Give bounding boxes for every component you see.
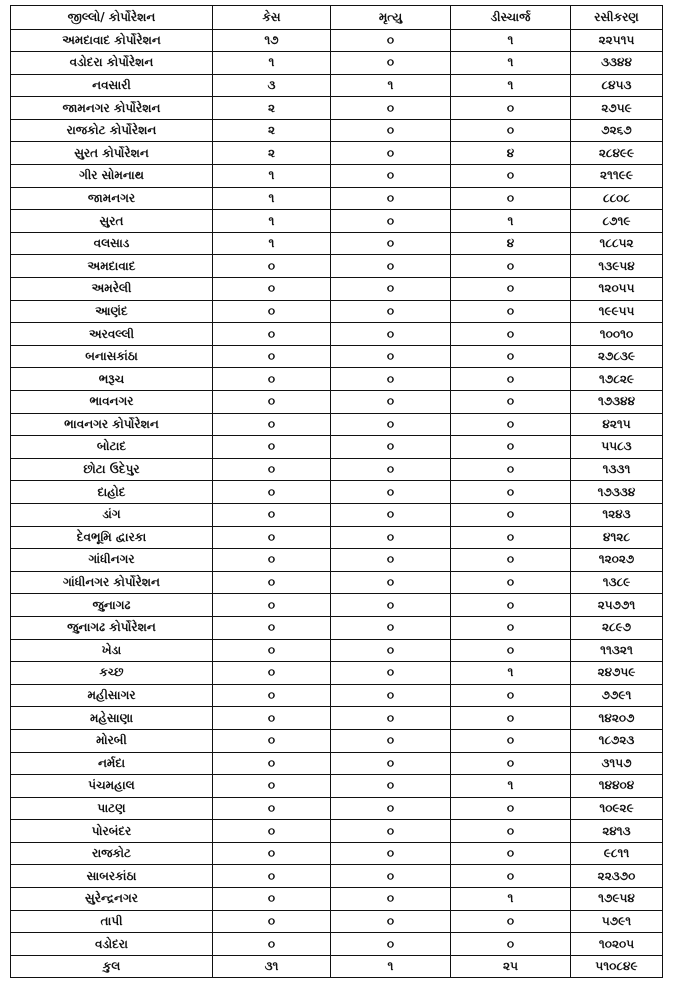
cell-cases: ૧ (213, 165, 331, 188)
cell-cases: ૧ (213, 232, 331, 255)
cell-vaccination: ૫૧૦૮૪૯ (571, 955, 663, 978)
cell-cases: ૦ (213, 752, 331, 775)
cell-deaths: ૦ (331, 797, 451, 820)
table-row (11, 910, 663, 933)
table-row (11, 458, 663, 481)
cell-discharge: ૧ (451, 29, 571, 52)
header-district: જીલ્લો/ કોર્પોરેશન (11, 6, 213, 30)
cell-discharge: ૪ (451, 232, 571, 255)
cell-deaths: ૦ (331, 662, 451, 685)
cell-discharge: ૦ (451, 933, 571, 956)
cell-district: મોરબી (11, 729, 213, 752)
table-row (11, 210, 663, 233)
cell-district: ગાંધીનગર (11, 549, 213, 572)
cell-deaths: ૦ (331, 458, 451, 481)
cell-discharge: ૦ (451, 526, 571, 549)
table-row (11, 639, 663, 662)
cell-cases: ૧૭ (213, 29, 331, 52)
cell-discharge: ૦ (451, 165, 571, 188)
cell-district: ભાવનગર (11, 391, 213, 414)
cell-discharge: ૦ (451, 481, 571, 504)
cell-deaths: ૦ (331, 865, 451, 888)
cell-district: પાટણ (11, 797, 213, 820)
cell-district: પંચમહાલ (11, 775, 213, 798)
cell-deaths: ૦ (331, 684, 451, 707)
cell-deaths: ૦ (331, 571, 451, 594)
cell-vaccination: ૨૨૫૧૫ (571, 29, 663, 52)
cell-vaccination: ૮૮૦૮ (571, 187, 663, 210)
cell-discharge: ૦ (451, 752, 571, 775)
cell-vaccination: ૧૭૩૪૪ (571, 391, 663, 414)
cell-vaccination: ૨૪૭૫૯ (571, 662, 663, 685)
table-row (11, 662, 663, 685)
cell-district: દાહોદ (11, 481, 213, 504)
cell-district: વલસાડ (11, 232, 213, 255)
cell-district: રાજકોટ (11, 842, 213, 865)
cell-deaths: ૦ (331, 368, 451, 391)
cell-deaths: ૦ (331, 210, 451, 233)
cell-discharge: ૦ (451, 865, 571, 888)
cell-deaths: ૦ (331, 775, 451, 798)
cell-deaths: ૦ (331, 526, 451, 549)
cell-district: મહેસાણા (11, 707, 213, 730)
cell-deaths: ૦ (331, 933, 451, 956)
table-row (11, 323, 663, 346)
cell-vaccination: ૨૭૫૯ (571, 97, 663, 120)
table-body (11, 29, 663, 978)
cell-deaths: ૦ (331, 752, 451, 775)
cell-vaccination: ૧૩૩૧ (571, 458, 663, 481)
cell-district: પોરબંદર (11, 820, 213, 843)
cell-deaths: ૧ (331, 74, 451, 97)
cell-district: ખેડા (11, 639, 213, 662)
cell-deaths: ૦ (331, 707, 451, 730)
cell-district: સાબરકાંઠા (11, 865, 213, 888)
cell-cases: ૦ (213, 842, 331, 865)
table-row (11, 97, 663, 120)
cell-cases: ૦ (213, 797, 331, 820)
total-row (11, 955, 663, 978)
header-row (11, 6, 663, 30)
cell-cases: ૨ (213, 97, 331, 120)
cell-cases: ૦ (213, 323, 331, 346)
cell-deaths: ૦ (331, 842, 451, 865)
cell-district: રાજકોટ કોર્પોરેશન (11, 119, 213, 142)
cell-discharge: ૧ (451, 662, 571, 685)
header-discharge: ડીસ્ચાર્જ (451, 6, 571, 30)
cell-discharge: ૦ (451, 594, 571, 617)
cell-deaths: ૦ (331, 594, 451, 617)
header-vaccination: રસીકરણ (571, 6, 663, 30)
cell-deaths: ૦ (331, 323, 451, 346)
cell-district: દેવભૂમિ દ્વારકા (11, 526, 213, 549)
cell-discharge: ૦ (451, 323, 571, 346)
cell-cases: ૦ (213, 684, 331, 707)
cell-cases: ૦ (213, 436, 331, 459)
cell-district: સુરત (11, 210, 213, 233)
cell-discharge: ૦ (451, 503, 571, 526)
cell-vaccination: ૪૨૧૫ (571, 413, 663, 436)
table-row (11, 684, 663, 707)
cell-cases: ૨ (213, 142, 331, 165)
cell-vaccination: ૧૨૪૩ (571, 503, 663, 526)
cell-discharge: ૦ (451, 729, 571, 752)
cell-cases: ૨ (213, 119, 331, 142)
cell-discharge: ૦ (451, 187, 571, 210)
table-row (11, 368, 663, 391)
cell-cases: ૦ (213, 616, 331, 639)
cell-cases: ૦ (213, 571, 331, 594)
cell-discharge: ૦ (451, 436, 571, 459)
cell-district: ભરૂચ (11, 368, 213, 391)
cell-discharge: ૦ (451, 278, 571, 301)
cell-district: તાપી (11, 910, 213, 933)
table-row (11, 255, 663, 278)
cell-district: આણંદ (11, 300, 213, 323)
table-row (11, 413, 663, 436)
cell-deaths: ૦ (331, 391, 451, 414)
cell-district: છોટા ઉદેપુર (11, 458, 213, 481)
table-row (11, 865, 663, 888)
cell-cases: ૧ (213, 52, 331, 75)
cell-discharge: ૧ (451, 775, 571, 798)
cell-discharge: ૦ (451, 119, 571, 142)
district-report-table (10, 5, 663, 978)
cell-vaccination: ૭૭૯૧ (571, 684, 663, 707)
cell-vaccination: ૧૯૯૫૫ (571, 300, 663, 323)
table-row (11, 820, 663, 843)
cell-deaths: ૦ (331, 142, 451, 165)
cell-deaths: ૦ (331, 639, 451, 662)
cell-cases: ૧ (213, 210, 331, 233)
cell-deaths: ૦ (331, 52, 451, 75)
cell-discharge: ૦ (451, 391, 571, 414)
cell-vaccination: ૧૪૨૦૭ (571, 707, 663, 730)
cell-vaccination: ૨૨૩૭૦ (571, 865, 663, 888)
cell-deaths: ૦ (331, 888, 451, 911)
cell-discharge: ૦ (451, 707, 571, 730)
cell-discharge: ૦ (451, 684, 571, 707)
cell-district: બનાસકાંઠા (11, 345, 213, 368)
cell-district: મહીસાગર (11, 684, 213, 707)
cell-discharge: ૦ (451, 300, 571, 323)
cell-vaccination: ૧૭૯૫૪ (571, 888, 663, 911)
cell-district: ગીર સોમનાથ (11, 165, 213, 188)
header-deaths: મૃત્યુ (331, 6, 451, 30)
cell-discharge: ૦ (451, 345, 571, 368)
cell-deaths: ૦ (331, 255, 451, 278)
table-row (11, 729, 663, 752)
table-row (11, 752, 663, 775)
cell-deaths: ૦ (331, 820, 451, 843)
cell-vaccination: ૧૭૮૨૯ (571, 368, 663, 391)
cell-district: જામનગર કોર્પોરેશન (11, 97, 213, 120)
cell-discharge: ૦ (451, 255, 571, 278)
cell-discharge: ૧ (451, 888, 571, 911)
cell-vaccination: ૧૭૩૩૪ (571, 481, 663, 504)
cell-district: બોટાદ (11, 436, 213, 459)
cell-deaths: ૦ (331, 549, 451, 572)
table-row (11, 503, 663, 526)
cell-discharge: ૦ (451, 842, 571, 865)
cell-cases: ૦ (213, 255, 331, 278)
cell-vaccination: ૪૧૨૮ (571, 526, 663, 549)
cell-cases: ૦ (213, 278, 331, 301)
table-row (11, 549, 663, 572)
cell-discharge: ૦ (451, 616, 571, 639)
table-row (11, 594, 663, 617)
cell-cases: ૦ (213, 594, 331, 617)
cell-deaths: ૦ (331, 97, 451, 120)
cell-cases: ૦ (213, 413, 331, 436)
cell-vaccination: ૭૨૬૭ (571, 119, 663, 142)
cell-district: સુરેન્દ્રનગર (11, 888, 213, 911)
cell-district: ગાંધીનગર કોર્પોરેશન (11, 571, 213, 594)
cell-cases: ૦ (213, 662, 331, 685)
table-row (11, 933, 663, 956)
cell-vaccination: ૮૪૫૩ (571, 74, 663, 97)
cell-district: ભાવનગર કોર્પોરેશન (11, 413, 213, 436)
cell-vaccination: ૨૧૧૯૯ (571, 165, 663, 188)
cell-cases: ૦ (213, 300, 331, 323)
cell-vaccination: ૫૫૮૩ (571, 436, 663, 459)
cell-district: સુરત કોર્પોરેશન (11, 142, 213, 165)
cell-district: જુનાગઢ (11, 594, 213, 617)
table-row (11, 119, 663, 142)
cell-vaccination: ૧૦૦૧૦ (571, 323, 663, 346)
table-row (11, 616, 663, 639)
cell-discharge: ૦ (451, 458, 571, 481)
table-row (11, 300, 663, 323)
cell-deaths: ૦ (331, 910, 451, 933)
cell-vaccination: ૨૫૭૭૧ (571, 594, 663, 617)
cell-vaccination: ૧૦૨૦૫ (571, 933, 663, 956)
cell-vaccination: ૧૨૦૨૭ (571, 549, 663, 572)
table-row (11, 571, 663, 594)
cell-vaccination: ૧૮૭૨૩ (571, 729, 663, 752)
cell-district: અમદાવાદ (11, 255, 213, 278)
cell-discharge: ૧ (451, 52, 571, 75)
table-row (11, 345, 663, 368)
cell-cases: ૦ (213, 707, 331, 730)
cell-deaths: ૦ (331, 29, 451, 52)
cell-cases: ૦ (213, 729, 331, 752)
cell-cases: ૦ (213, 820, 331, 843)
cell-cases: ૩૧ (213, 955, 331, 978)
cell-deaths: ૦ (331, 278, 451, 301)
cell-cases: ૦ (213, 865, 331, 888)
table-header (11, 6, 663, 30)
cell-cases: ૦ (213, 391, 331, 414)
cell-vaccination: ૧૮૮૫૨ (571, 232, 663, 255)
cell-cases: ૩ (213, 74, 331, 97)
cell-district: અમરેલી (11, 278, 213, 301)
cell-cases: ૦ (213, 458, 331, 481)
cell-deaths: ૦ (331, 300, 451, 323)
cell-vaccination: ૨૮૯૭ (571, 616, 663, 639)
table-row (11, 232, 663, 255)
report-table-container (10, 5, 662, 978)
cell-deaths: ૦ (331, 616, 451, 639)
cell-vaccination: ૨૮૪૯૯ (571, 142, 663, 165)
cell-district: જામનગર (11, 187, 213, 210)
cell-discharge: ૦ (451, 639, 571, 662)
cell-discharge: ૦ (451, 571, 571, 594)
cell-cases: ૦ (213, 933, 331, 956)
cell-vaccination: ૧૪૪૦૪ (571, 775, 663, 798)
cell-district: અરવલ્લી (11, 323, 213, 346)
cell-district: જુનાગઢ કોર્પોરેશન (11, 616, 213, 639)
cell-cases: ૦ (213, 481, 331, 504)
table-row (11, 165, 663, 188)
cell-cases: ૦ (213, 639, 331, 662)
table-row (11, 481, 663, 504)
cell-vaccination: ૫૭૯૧ (571, 910, 663, 933)
cell-deaths: ૧ (331, 955, 451, 978)
cell-vaccination: ૧૧૩૨૧ (571, 639, 663, 662)
table-row (11, 436, 663, 459)
cell-cases: ૦ (213, 549, 331, 572)
cell-vaccination: ૧૦૯૨૯ (571, 797, 663, 820)
cell-cases: ૦ (213, 345, 331, 368)
cell-deaths: ૦ (331, 345, 451, 368)
cell-cases: ૦ (213, 888, 331, 911)
cell-deaths: ૦ (331, 503, 451, 526)
table-row (11, 842, 663, 865)
table-row (11, 52, 663, 75)
cell-district: અમદાવાદ કોર્પોરેશન (11, 29, 213, 52)
cell-cases: ૧ (213, 187, 331, 210)
cell-district: ડાંગ (11, 503, 213, 526)
cell-deaths: ૦ (331, 165, 451, 188)
table-row (11, 142, 663, 165)
cell-discharge: ૦ (451, 97, 571, 120)
table-row (11, 391, 663, 414)
cell-discharge: ૦ (451, 910, 571, 933)
cell-deaths: ૦ (331, 119, 451, 142)
cell-discharge: ૧ (451, 210, 571, 233)
cell-vaccination: ૯૮૧૧ (571, 842, 663, 865)
cell-discharge: ૨૫ (451, 955, 571, 978)
table-row (11, 278, 663, 301)
cell-deaths: ૦ (331, 413, 451, 436)
cell-vaccination: ૧૩૮૯ (571, 571, 663, 594)
cell-vaccination: ૧૩૯૫૪ (571, 255, 663, 278)
cell-discharge: ૦ (451, 413, 571, 436)
cell-discharge: ૦ (451, 368, 571, 391)
cell-cases: ૦ (213, 526, 331, 549)
table-row (11, 888, 663, 911)
table-row (11, 526, 663, 549)
cell-cases: ૦ (213, 368, 331, 391)
cell-district: નવસારી (11, 74, 213, 97)
cell-district: વડોદરા કોર્પોરેશન (11, 52, 213, 75)
cell-cases: ૦ (213, 503, 331, 526)
cell-deaths: ૦ (331, 436, 451, 459)
cell-vaccination: ૩૩૪૪ (571, 52, 663, 75)
cell-deaths: ૦ (331, 232, 451, 255)
table-row (11, 74, 663, 97)
header-cases: કેસ (213, 6, 331, 30)
cell-discharge: ૧ (451, 74, 571, 97)
cell-deaths: ૦ (331, 729, 451, 752)
cell-discharge: ૦ (451, 820, 571, 843)
table-row (11, 775, 663, 798)
table-row (11, 707, 663, 730)
cell-vaccination: ૮૭૧૯ (571, 210, 663, 233)
table-row (11, 797, 663, 820)
cell-vaccination: ૨૪૧૩ (571, 820, 663, 843)
cell-district: કચ્છ (11, 662, 213, 685)
cell-vaccination: ૨૭૮૩૯ (571, 345, 663, 368)
cell-vaccination: ૧૨૦૫૫ (571, 278, 663, 301)
cell-vaccination: ૩૧૫૭ (571, 752, 663, 775)
cell-district: વડોદરા (11, 933, 213, 956)
cell-deaths: ૦ (331, 481, 451, 504)
table-row (11, 187, 663, 210)
table-row (11, 29, 663, 52)
cell-district: નર્મદા (11, 752, 213, 775)
cell-discharge: ૦ (451, 797, 571, 820)
cell-discharge: ૪ (451, 142, 571, 165)
cell-district: કુલ (11, 955, 213, 978)
cell-cases: ૦ (213, 775, 331, 798)
cell-deaths: ૦ (331, 187, 451, 210)
cell-cases: ૦ (213, 910, 331, 933)
cell-discharge: ૦ (451, 549, 571, 572)
